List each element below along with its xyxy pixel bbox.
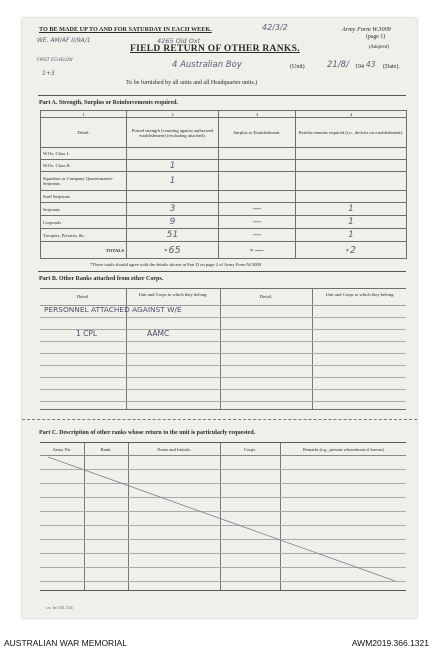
row-detail: W.Os. Class II. xyxy=(41,160,127,172)
totals-star: * xyxy=(164,248,168,255)
row-rule xyxy=(40,341,406,342)
table-row xyxy=(41,191,407,203)
table-row xyxy=(41,229,407,242)
col-header-detail: Detail. xyxy=(76,294,90,299)
table-row xyxy=(41,160,407,172)
row-surplus xyxy=(219,172,296,191)
row-rule xyxy=(40,365,406,366)
form-sheet xyxy=(22,18,417,618)
unit-label: (Unit) xyxy=(290,64,305,70)
top-instruction: TO BE MADE UP TO AND FOR SATURDAY IN EACH WEEK. xyxy=(39,26,212,33)
row-rule xyxy=(40,353,406,354)
archive-caption xyxy=(0,635,433,653)
handwritten-note: 4265 Old Oxt xyxy=(157,37,201,45)
part-b-heading: Part B. Other Ranks attached from other Corps. xyxy=(39,276,164,282)
totals-surplus-cell xyxy=(219,242,296,259)
totals-reinforcements: 2 xyxy=(350,244,357,256)
row-rule xyxy=(40,377,406,378)
handwritten-note: 1+3 xyxy=(42,70,55,77)
table-row xyxy=(41,203,407,216)
page-number: (page 1) xyxy=(366,34,386,40)
row-posted: 1 xyxy=(127,172,219,191)
handwritten-year: 43 xyxy=(366,60,376,69)
col-header-detail-2: Detail. xyxy=(259,294,273,299)
row-reinforcements: 1 xyxy=(296,216,407,229)
col-header-name: Name and Initials. xyxy=(157,447,191,452)
col-number: 3 xyxy=(219,111,296,118)
col-header-reinforcements: Reinforcements required (i.e., deficits on establishment). xyxy=(296,118,407,148)
handwritten-reference: 42/3/2 xyxy=(262,23,288,32)
strike-through-line xyxy=(40,443,406,590)
date-year-label: 194 xyxy=(355,64,364,70)
row-surplus xyxy=(219,191,296,203)
row-surplus: — xyxy=(219,203,296,216)
adapted-label: (Adapted) xyxy=(369,45,389,50)
column-rule xyxy=(220,289,221,409)
col-header-unit-corps-2: Unit and Corps to which they belong. xyxy=(325,292,395,297)
row-rule xyxy=(40,317,406,318)
army-form-number: Army Form W.3009 xyxy=(342,26,391,33)
row-reinforcements: 1 xyxy=(296,203,407,216)
date-label: (Date). xyxy=(383,64,400,70)
column-rule xyxy=(312,289,313,409)
table-row xyxy=(41,148,407,160)
row-reinforcements: 1 xyxy=(296,229,407,242)
table-row xyxy=(41,172,407,191)
totals-surplus: — xyxy=(254,244,264,256)
row-detail: W.Os. Class I. xyxy=(41,148,127,160)
handwritten-note: FIRST ECHELON xyxy=(37,58,73,63)
divider xyxy=(38,271,406,272)
row-posted xyxy=(127,191,219,203)
row-reinforcements xyxy=(296,160,407,172)
row-posted: 1 xyxy=(127,160,219,172)
row-reinforcements xyxy=(296,172,407,191)
part-a-heading: Part A. Strength, Surplus or Reinforcements required. xyxy=(39,100,178,106)
row-posted: 9 xyxy=(127,216,219,229)
col-header-unit-corps: Unit and Corps to which they belong. xyxy=(138,292,208,297)
handwritten-date: 21/8/ xyxy=(327,60,349,70)
handwritten-note: WE. AM/AF II/9A/1 xyxy=(37,37,91,44)
totals-posted: 65 xyxy=(168,244,181,256)
totals-label: TOTALS xyxy=(41,242,127,259)
row-rule xyxy=(40,401,406,402)
totals-reinf-cell xyxy=(296,242,407,259)
col-number: 1 xyxy=(41,111,127,118)
totals-star: * xyxy=(345,248,349,255)
table-row xyxy=(41,216,407,229)
col-header-army-no: Army No. xyxy=(52,447,72,452)
row-surplus: — xyxy=(219,229,296,242)
col-header-rank: Rank. xyxy=(100,447,112,452)
row-reinforcements xyxy=(296,191,407,203)
col-header-posted: Posted strength (counting against authorized establishment) (excluding attached). xyxy=(127,118,219,148)
institution-label: AUSTRALIAN WAR MEMORIAL xyxy=(4,638,127,648)
row-rule xyxy=(40,389,406,390)
col-header-detail: Detail. xyxy=(41,118,127,148)
print-code: s.w. 1m 5/43. 5/43 xyxy=(46,606,73,610)
row-detail: Serjeants xyxy=(41,203,127,216)
totals-footnote: *These totals should agree with the details shown in Part D on page 2 of Army Form W.3009. xyxy=(90,262,263,267)
part-c-table xyxy=(40,442,406,591)
col-header-remarks: Remarks (e.g., present whereabouts if known). xyxy=(302,447,386,452)
form-title: FIELD RETURN OF OTHER RANKS. xyxy=(130,44,300,54)
row-posted xyxy=(127,148,219,160)
row-surplus xyxy=(219,148,296,160)
handwritten-personnel-line: PERSONNEL ATTACHED AGAINST W/E xyxy=(44,305,182,314)
perforation-line xyxy=(22,419,417,420)
row-reinforcements xyxy=(296,148,407,160)
part-c-heading: Part C. Description of other ranks whose return to the unit is particularly requested. xyxy=(39,430,256,436)
row-detail: 1 CPL xyxy=(76,329,98,338)
row-unit-corps: AAMC xyxy=(147,329,170,338)
col-number: 4 xyxy=(296,111,407,118)
part-b-table xyxy=(40,288,406,410)
catalogue-number: AWM2019.366.1321 xyxy=(351,638,429,648)
row-detail: Corporals xyxy=(41,216,127,229)
handwritten-unit: 4 Australian Boy xyxy=(172,60,242,70)
col-header-corps: Corps. xyxy=(243,447,257,452)
col-header-surplus: Surplus to Establishment. xyxy=(219,118,296,148)
divider xyxy=(38,95,406,96)
row-surplus xyxy=(219,160,296,172)
row-posted: 3 xyxy=(127,203,219,216)
totals-star: * xyxy=(250,248,254,255)
totals-row xyxy=(41,242,407,259)
row-detail: Squadron or Company Quartermaster-Serjeants xyxy=(41,172,127,191)
totals-posted-cell xyxy=(127,242,219,259)
row-surplus: — xyxy=(219,216,296,229)
part-a-table xyxy=(40,110,407,259)
row-posted: 51 xyxy=(127,229,219,242)
col-number: 2 xyxy=(127,111,219,118)
row-detail: Staff Serjeants xyxy=(41,191,127,203)
row-detail: Troopers, Privates, &c. xyxy=(41,229,127,242)
form-subtitle: To be furnished by all units and all Headquarter units.) xyxy=(126,80,258,86)
